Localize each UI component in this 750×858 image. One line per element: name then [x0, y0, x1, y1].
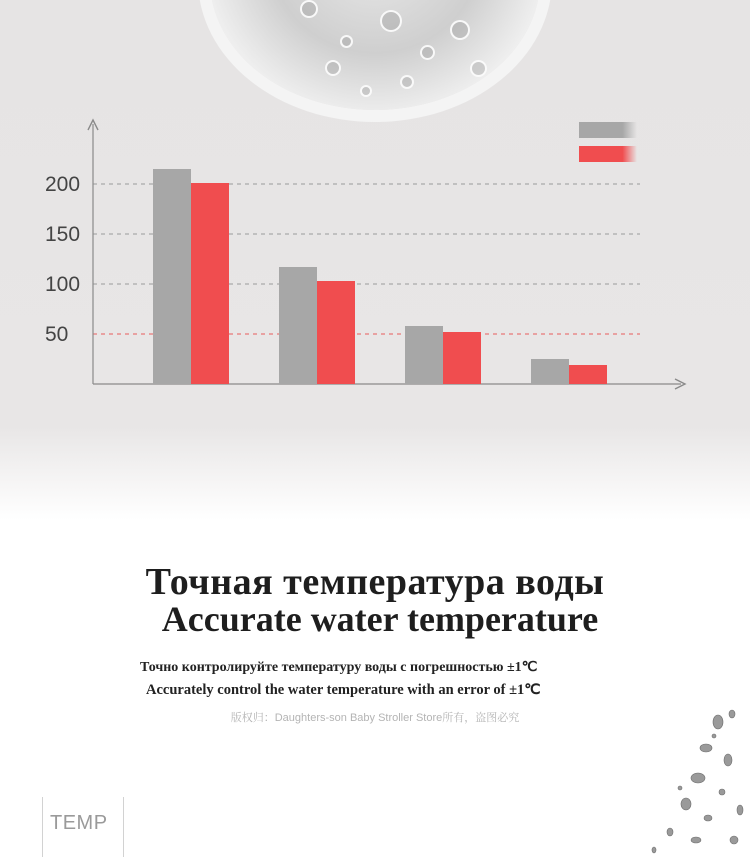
bar-series1-group3 [405, 326, 443, 384]
y-tick-label: 50 [45, 323, 69, 346]
description-english: Accurately control the water temperature with an error of ±1℃ [146, 682, 541, 698]
legend-swatch-2 [579, 146, 637, 162]
bar-series2-group3 [443, 332, 481, 384]
bar-series2-group2 [317, 281, 355, 384]
y-tick-label: 200 [45, 173, 81, 196]
description-russian: Точно контролируйте температуру воды с погрешностью ±1℃ [140, 660, 538, 675]
bar-series1-group1 [153, 169, 191, 384]
copyright-notice: 版权归：Daughters-son Baby Stroller Store所有，盗图必究 [230, 712, 520, 724]
legend-swatch-1 [579, 122, 637, 138]
title-english: Accurate water temperature [161, 599, 599, 639]
water-droplets-decoration [610, 700, 750, 858]
bar-series2-group4 [569, 365, 607, 384]
title-russian: Точная температура воды [145, 561, 605, 603]
y-tick-label: 100 [45, 273, 81, 296]
temp-label: TEMP [50, 812, 108, 834]
bar-series2-group1 [191, 183, 229, 384]
bar-series1-group2 [279, 267, 317, 384]
y-tick-label: 150 [45, 223, 81, 246]
bar-series1-group4 [531, 359, 569, 384]
